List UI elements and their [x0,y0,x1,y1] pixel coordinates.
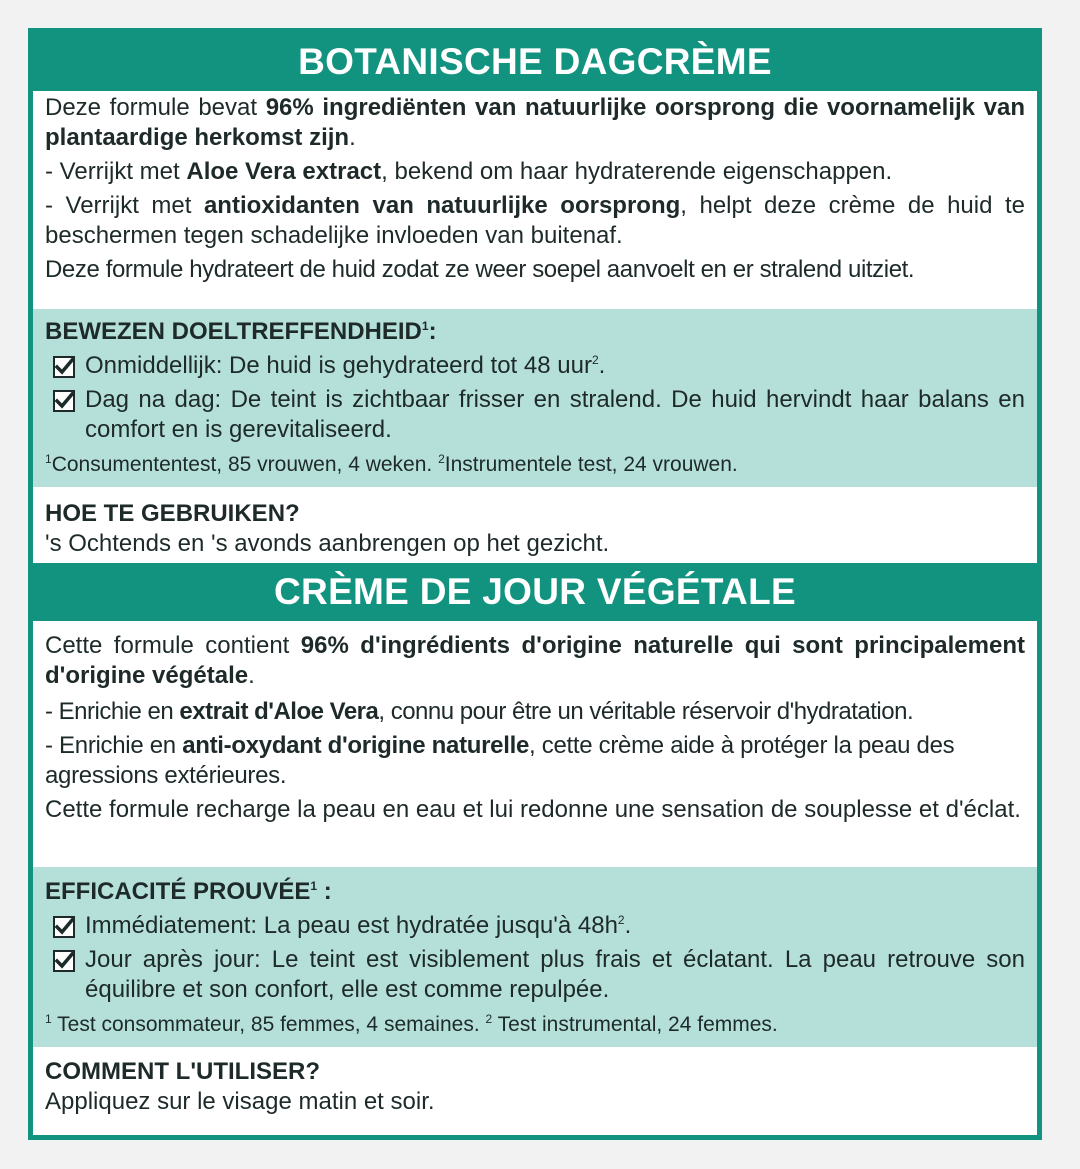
fr-intro: Cette formule contient 96% d'ingrédients d'origine naturelle qui sont principalement d'origine végétale. [45,632,1025,689]
fr-usage [33,1047,1037,1127]
fr-bullet-aloe: - Enrichie en extrait d'Aloe Vera, connu pour être un véritable réservoir d'hydratation. [45,698,914,725]
checkbox-checked-icon [53,916,75,938]
nl-check-immediate: Onmiddellijk: De huid is gehydrateerd tot 48 uur$^2$. [45,351,1025,381]
nl-bullet-antioxidant: - Verrijkt met antioxidanten van natuurlijke oorsprong, helpt deze crème de huid te beschermen tegen schadelijke invloeden van buitenaf. [45,192,1026,249]
nl-usage-heading: HOE TE GEBRUIKEN? [45,500,300,527]
checkbox-checked-icon [53,356,75,378]
fr-description [33,621,1037,867]
nl-closing: Deze formule hydrateert de huid zodat ze weer soepel aanvoelt en er stralend uitziet. [45,256,915,283]
nl-bullet-aloe: - Verrijkt met Aloe Vera extract, bekend om haar hydraterende eigenschappen. [45,158,893,185]
fr-title: CRÈME DE JOUR VÉGÉTALE [33,563,1037,621]
fr-efficacy-heading: EFFICACITÉ PROUVÉE$^1$ : [45,878,332,905]
fr-bullet-antioxidant: - Enrichie en anti-oxydant d'origine naturelle, cette crème aide à protéger la peau des agressions extérieures. [45,732,955,789]
nl-intro: Deze formule bevat 96% ingrediënten van natuurlijke oorsprong die voornamelijk van plantaardige herkomst zijn. [45,94,1025,151]
nl-usage-text: 's Ochtends en 's avonds aanbrengen op het gezicht. [45,530,610,557]
fr-check-immediate: Immédiatement: La peau est hydratée jusqu'à $48h^2$. [45,911,1025,941]
fr-usage-text: Appliquez sur le visage matin et soir. [45,1088,435,1115]
fr-footnote: $^1$ Test consommateur, 85 femmes, 4 semaines. $^2$ Test instrumental, 24 femmes. [45,1012,778,1036]
fr-check-daily: Jour après jour: Le teint est visiblement plus frais et éclatant. La peau retrouve son équilibre et son confort, elle est comme repulpée. [45,945,1025,1005]
nl-usage [33,487,1037,563]
checkbox-checked-icon [53,390,75,412]
nl-efficacy-heading: BEWEZEN DOELTREFFENDHEID$^1$: [45,318,437,345]
fr-usage-heading: COMMENT L'UTILISER? [45,1058,321,1085]
nl-description [33,91,1037,309]
product-label [28,28,1042,1140]
fr-efficacy-panel [33,867,1037,1047]
nl-footnote: $^1$Consumententest, 85 vrouwen, 4 weken. $^2$Instrumentele test, 24 vrouwen. [45,452,738,476]
nl-title: BOTANISCHE DAGCRÈME [33,33,1037,91]
nl-efficacy-panel [33,309,1037,487]
nl-check-daily: Dag na dag: De teint is zichtbaar frisser en stralend. De huid hervindt haar balans en comfort en is gerevitaliseerd. [45,385,1025,445]
checkbox-checked-icon [53,950,75,972]
fr-closing: Cette formule recharge la peau en eau et lui redonne une sensation de souplesse et d'éclat. [45,796,1021,823]
